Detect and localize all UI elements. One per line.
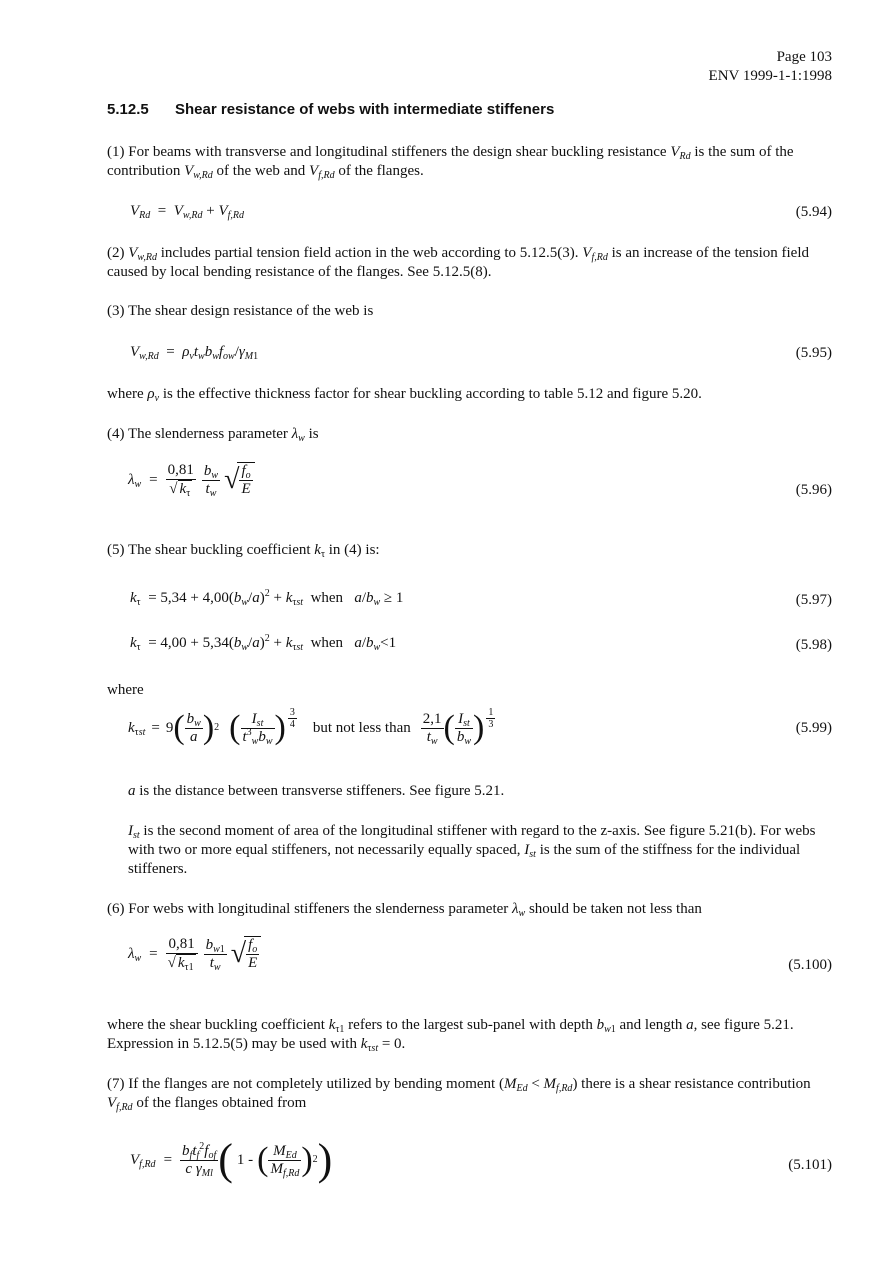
equation-number: (5.98) [795,637,832,653]
paragraph-7: (7) If the flanges are not completely utilized by bending moment $(M_{Ed} < M_{f,Rd})$ there is a shear resistance contribution $V_{f,Rd}$ of the flanges obtained from [107,1076,811,1113]
equation-5-96: $\lambda_w$ = $\frac{0,81}{√ k_\tau}$ $\frac{b_w}{t_w}$ √ $\frac{f_o}{E}$ [128,462,255,498]
page-number: Page 103 [776,49,832,65]
standard-reference: ENV 1999-1-1:1998 [708,68,832,84]
section-number: 5.12.5 [107,101,149,118]
paragraph-1: (1) For beams with transverse and longitudinal stiffeners the design shear buckling resistance $V_{Rd}$ is the sum of the contribution $V_{w,Rd}$ of the web and $V_{f,Rd}$ of the flanges. [107,144,794,181]
paragraph-4: (4) The slenderness parameter $\lambda_w$ is [107,426,319,444]
equation-5-97: $k_\tau = 5,34 + 4,00(b_w/a)^2 + k_{\tau st}$ when $a/b_w \ge 1$ [130,588,404,608]
equation-number: (5.101) [788,1157,832,1173]
equation-5-95: $V_{w,Rd} = \rho_vt_wb_wf_{ow}/\gamma_{M1}$ [130,344,259,362]
paragraph-3: (3) The shear design resistance of the web is [107,303,374,319]
equation-number: (5.96) [795,482,832,498]
equation-number: (5.99) [795,720,832,736]
paragraph-5: (5) The shear buckling coefficient $k_\tau$ in (4) is: [107,542,380,560]
paragraph-3-where: where $\rho_v$ is the effective thickness factor for shear buckling according to table 5.12 and figure 5.20. [107,386,702,404]
equation-number: (5.95) [795,345,832,361]
where-label: where [107,682,144,698]
equation-5-99: $k_{\tau st}$ = 9 ( $\frac{b_w}{a}$ ) 2 ( $\frac{I_{st}}{t^3_wb_w}$ ) $\frac{3}{4}$ but not less than $\frac{2,1}{t_w}$ ( $\frac{I_{st}}{b_w}$ ) $\frac{1}{3}$ [128,706,494,747]
equation-5-100: $\lambda_w$ = $\frac{0,81}{√ k_{\tau 1}}$ $\frac{b_{w1}}{t_w}$ √ $\frac{f_o}{E}$ [128,936,261,972]
paragraph-6-where: where the shear buckling coefficient $k_{\tau 1}$ refers to the largest sub-panel with depth $b_{w1}$ and length a, see figure 5.21. Expression in 5.12.5(5) may be used with $k_{\tau st} = 0$. [107,1017,794,1054]
paragraph-6: (6) For webs with longitudinal stiffeners the slenderness parameter $\lambda_w$ should be taken not less than [107,901,702,919]
section-heading [107,101,554,118]
equation-number: (5.97) [795,592,832,608]
definition-Ist: $I_{st}$ is the second moment of area of the longitudinal stiffener with regard to the z-axis. See figure 5.21(b). For webs with two or more equal stiffeners, not necessarily equally spaced, $I_{st}$ is the sum of the stiffness for the individual stiffeners. [128,823,816,877]
equation-5-98: $k_\tau = 4,00 + 5,34(b_w/a)^2 + k_{\tau st}$ when $a/b_w<1$ [130,633,397,653]
equation-5-94: $V_{Rd} = V_{w,Rd} + V_{f,Rd}$ [130,203,244,221]
equation-number: (5.100) [788,957,832,973]
paragraph-2: (2) $V_{w,Rd}$ includes partial tension field action in the web according to 5.12.5(3). $V_{f,Rd}$ is an increase of the tension field caused by local bending resistance of the flanges. See 5.12.5(8). [107,245,810,280]
section-title: Shear resistance of webs with intermediate stiffeners [175,101,555,118]
definition-a: a is the distance between transverse stiffeners. See figure 5.21. [128,783,505,799]
equation-number: (5.94) [795,204,832,220]
equation-5-101: $V_{f,Rd}$ = $\frac{b_ft_f^2f_{of}}{c \gamma_{Ml}}$ ( 1 - ( $\frac{M_{Ed}}{M_{f,Rd}}$ ) 2 ) [130,1135,333,1184]
